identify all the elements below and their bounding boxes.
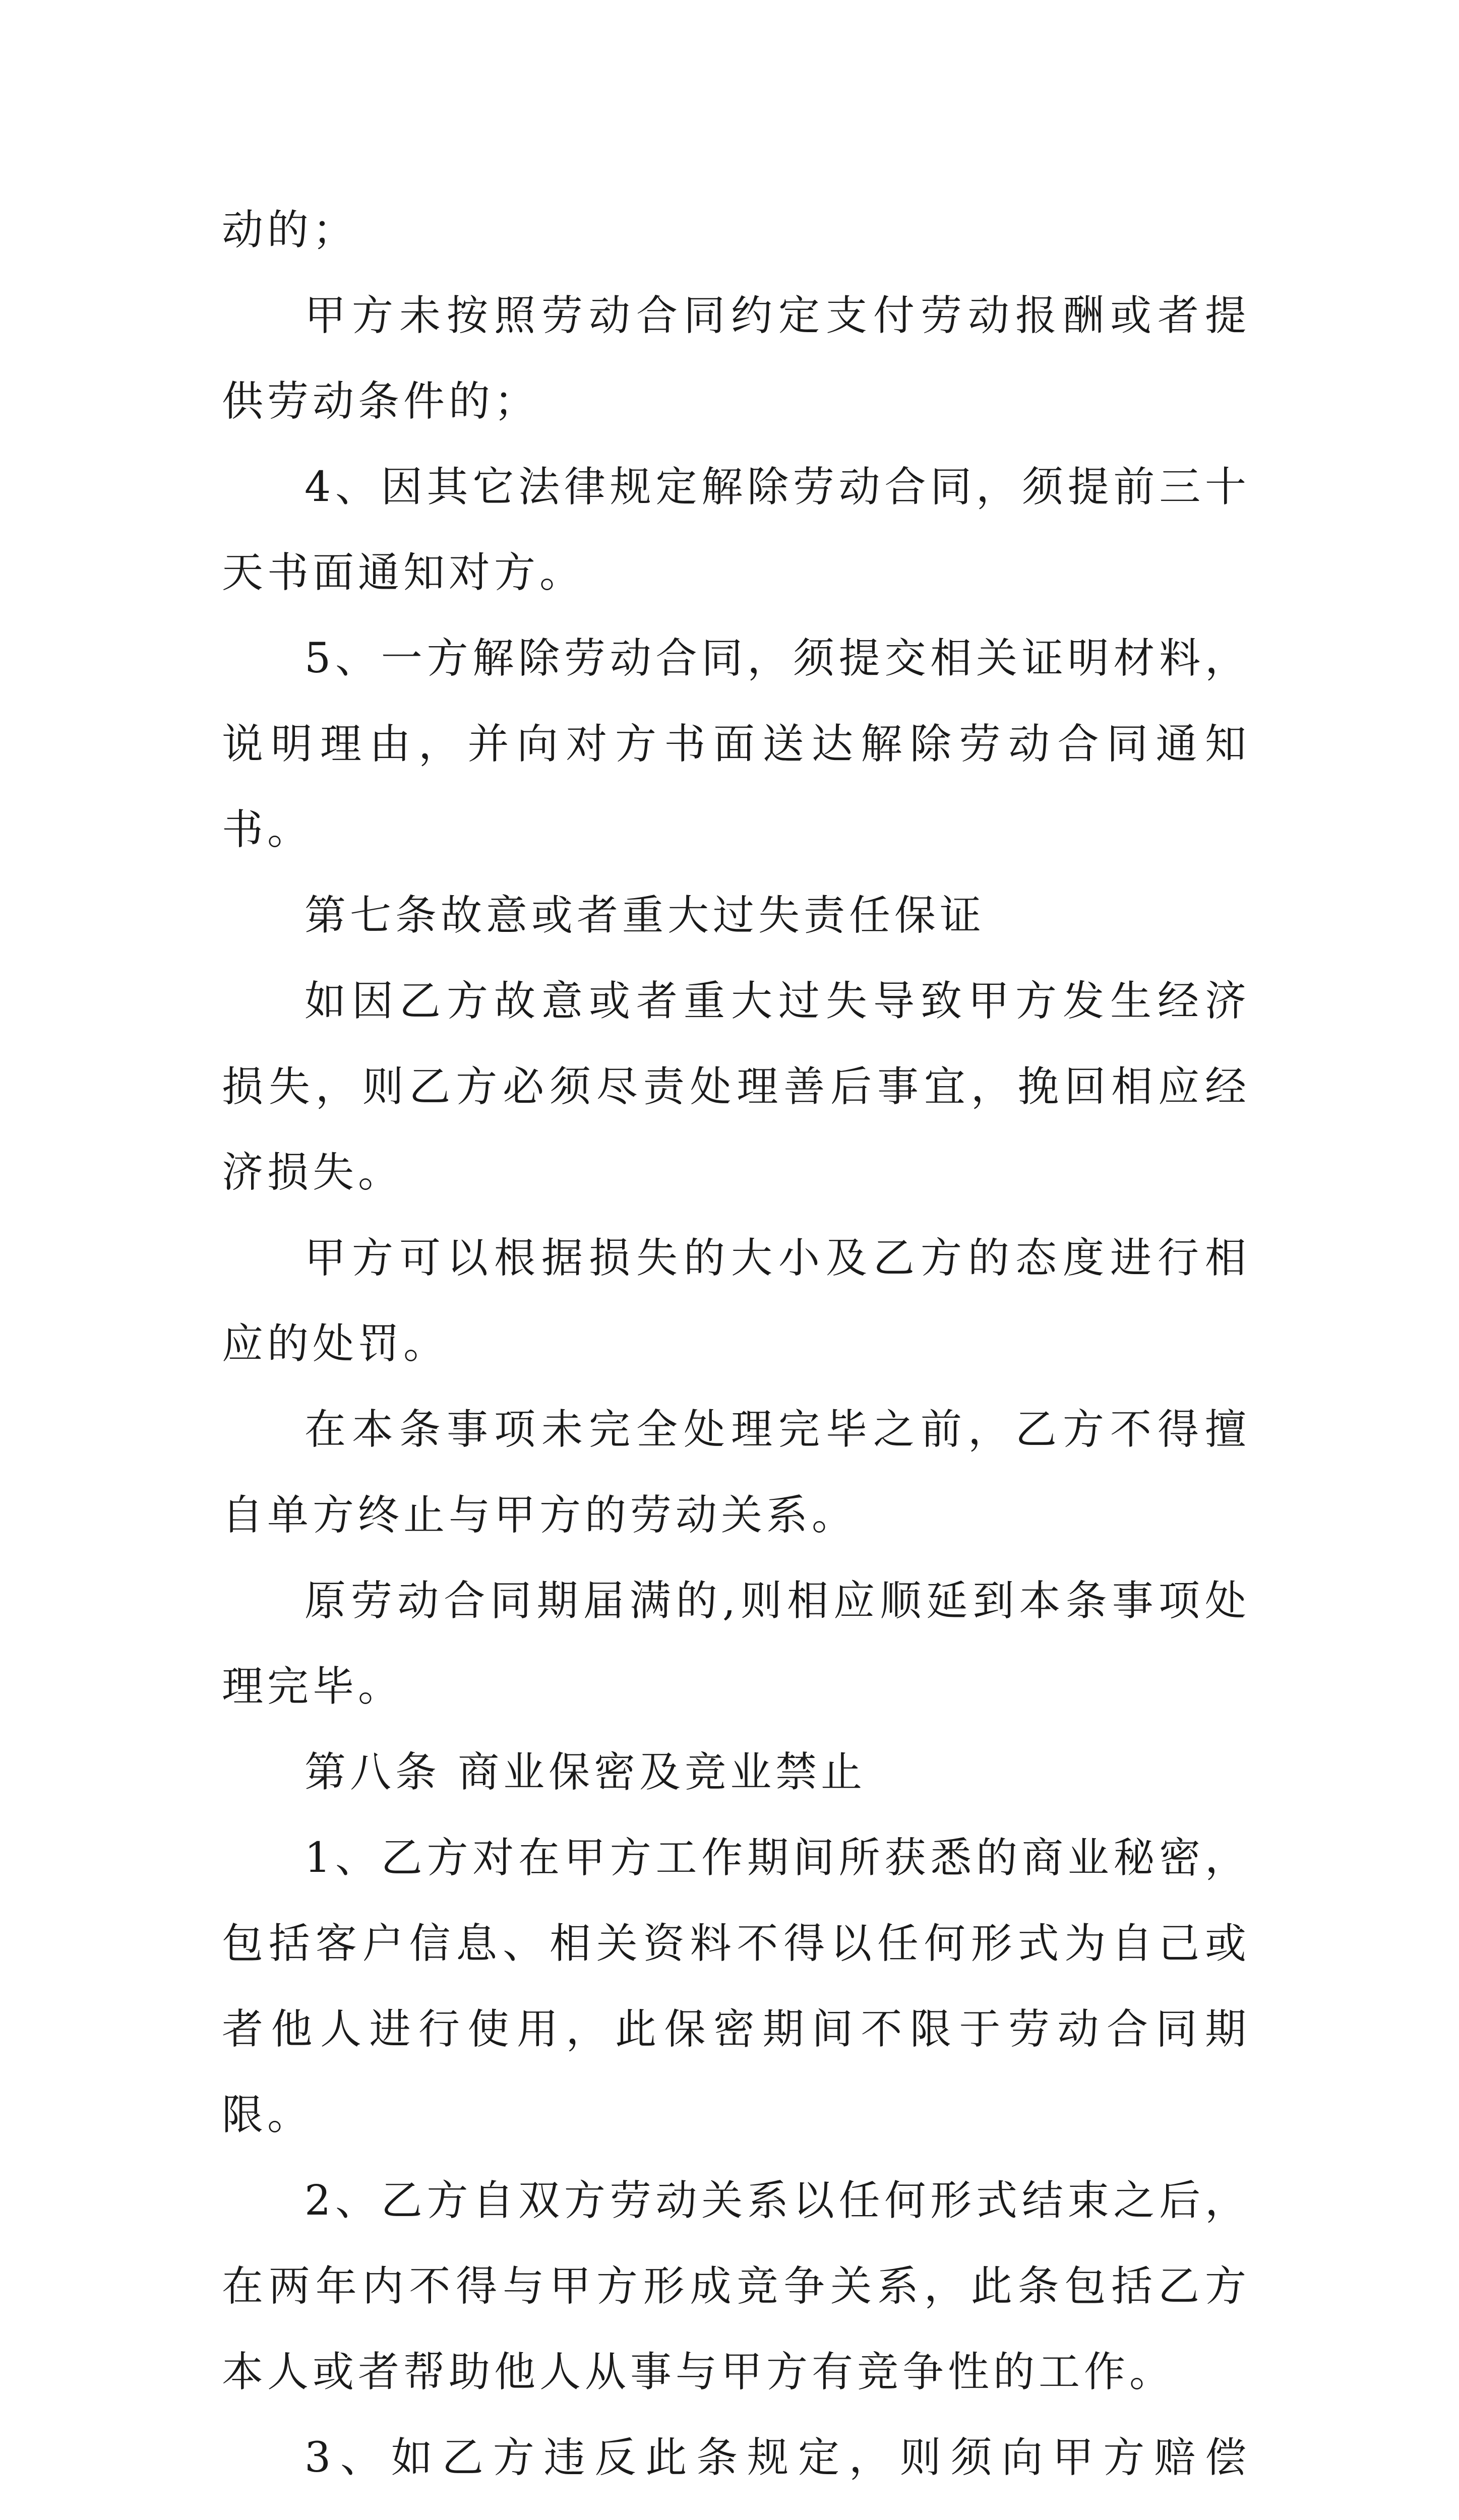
paragraph: 甲方可以根据损失的大小及乙方的态度进行相应的处罚。 (222, 1234, 1250, 1368)
paragraph: 原劳动合同期届满的,则相应顺延到本条事项处理完毕。 (222, 1577, 1250, 1711)
fill-in-blank[interactable] (222, 2517, 373, 2520)
paragraph: 4、因其它法律规定解除劳动合同，须提前三十天书面通知对方。 (222, 463, 1250, 597)
paragraph: 1、乙方对在甲方工作期间所获悉的商业秘密，包括客户信息、相关资料不得以任何形式为自己或者他人进行使用，此保密期间不限于劳动合同期限。 (222, 1834, 1250, 2139)
paragraph-text-after-blank (373, 2519, 645, 2520)
article-heading-8: 第八条 商业保密及竞业禁止 (305, 1748, 867, 1796)
paragraph: 2、乙方自双方劳动关系以任何形式结束之后，在两年内不得与甲方形成竞争关系，此条包括乙方本人或者帮助他人从事与甲方有竞争性的工作。 (222, 2177, 1250, 2396)
paragraph: 5、一方解除劳动合同，须提交相关证明材料，说明理由，并向对方书面送达解除劳动合同通知书。 (222, 635, 1250, 854)
paragraph: 甲方未按照劳动合同约定支付劳动报酬或者提供劳动条件的； (222, 292, 1250, 425)
article-heading-7: 第七条故意或者重大过失责任保证 (305, 892, 986, 939)
document-body (222, 187, 1250, 2520)
paragraph-with-blank (222, 2415, 1250, 2520)
paragraph-text-before-blank: 3、如乙方违反此条规定，则须向甲方赔偿 (305, 2434, 1250, 2482)
paragraph: 如因乙方故意或者重大过失导致甲方发生经济损失，则乙方必须尽责处理善后事宜，挽回相应经济损失。 (222, 977, 1250, 1196)
paragraph-continuation: 动的； (222, 206, 358, 254)
paragraph: 在本条事项未完全处理完毕之前，乙方不得擅自单方终止与甲方的劳动关系。 (222, 1406, 1250, 1539)
